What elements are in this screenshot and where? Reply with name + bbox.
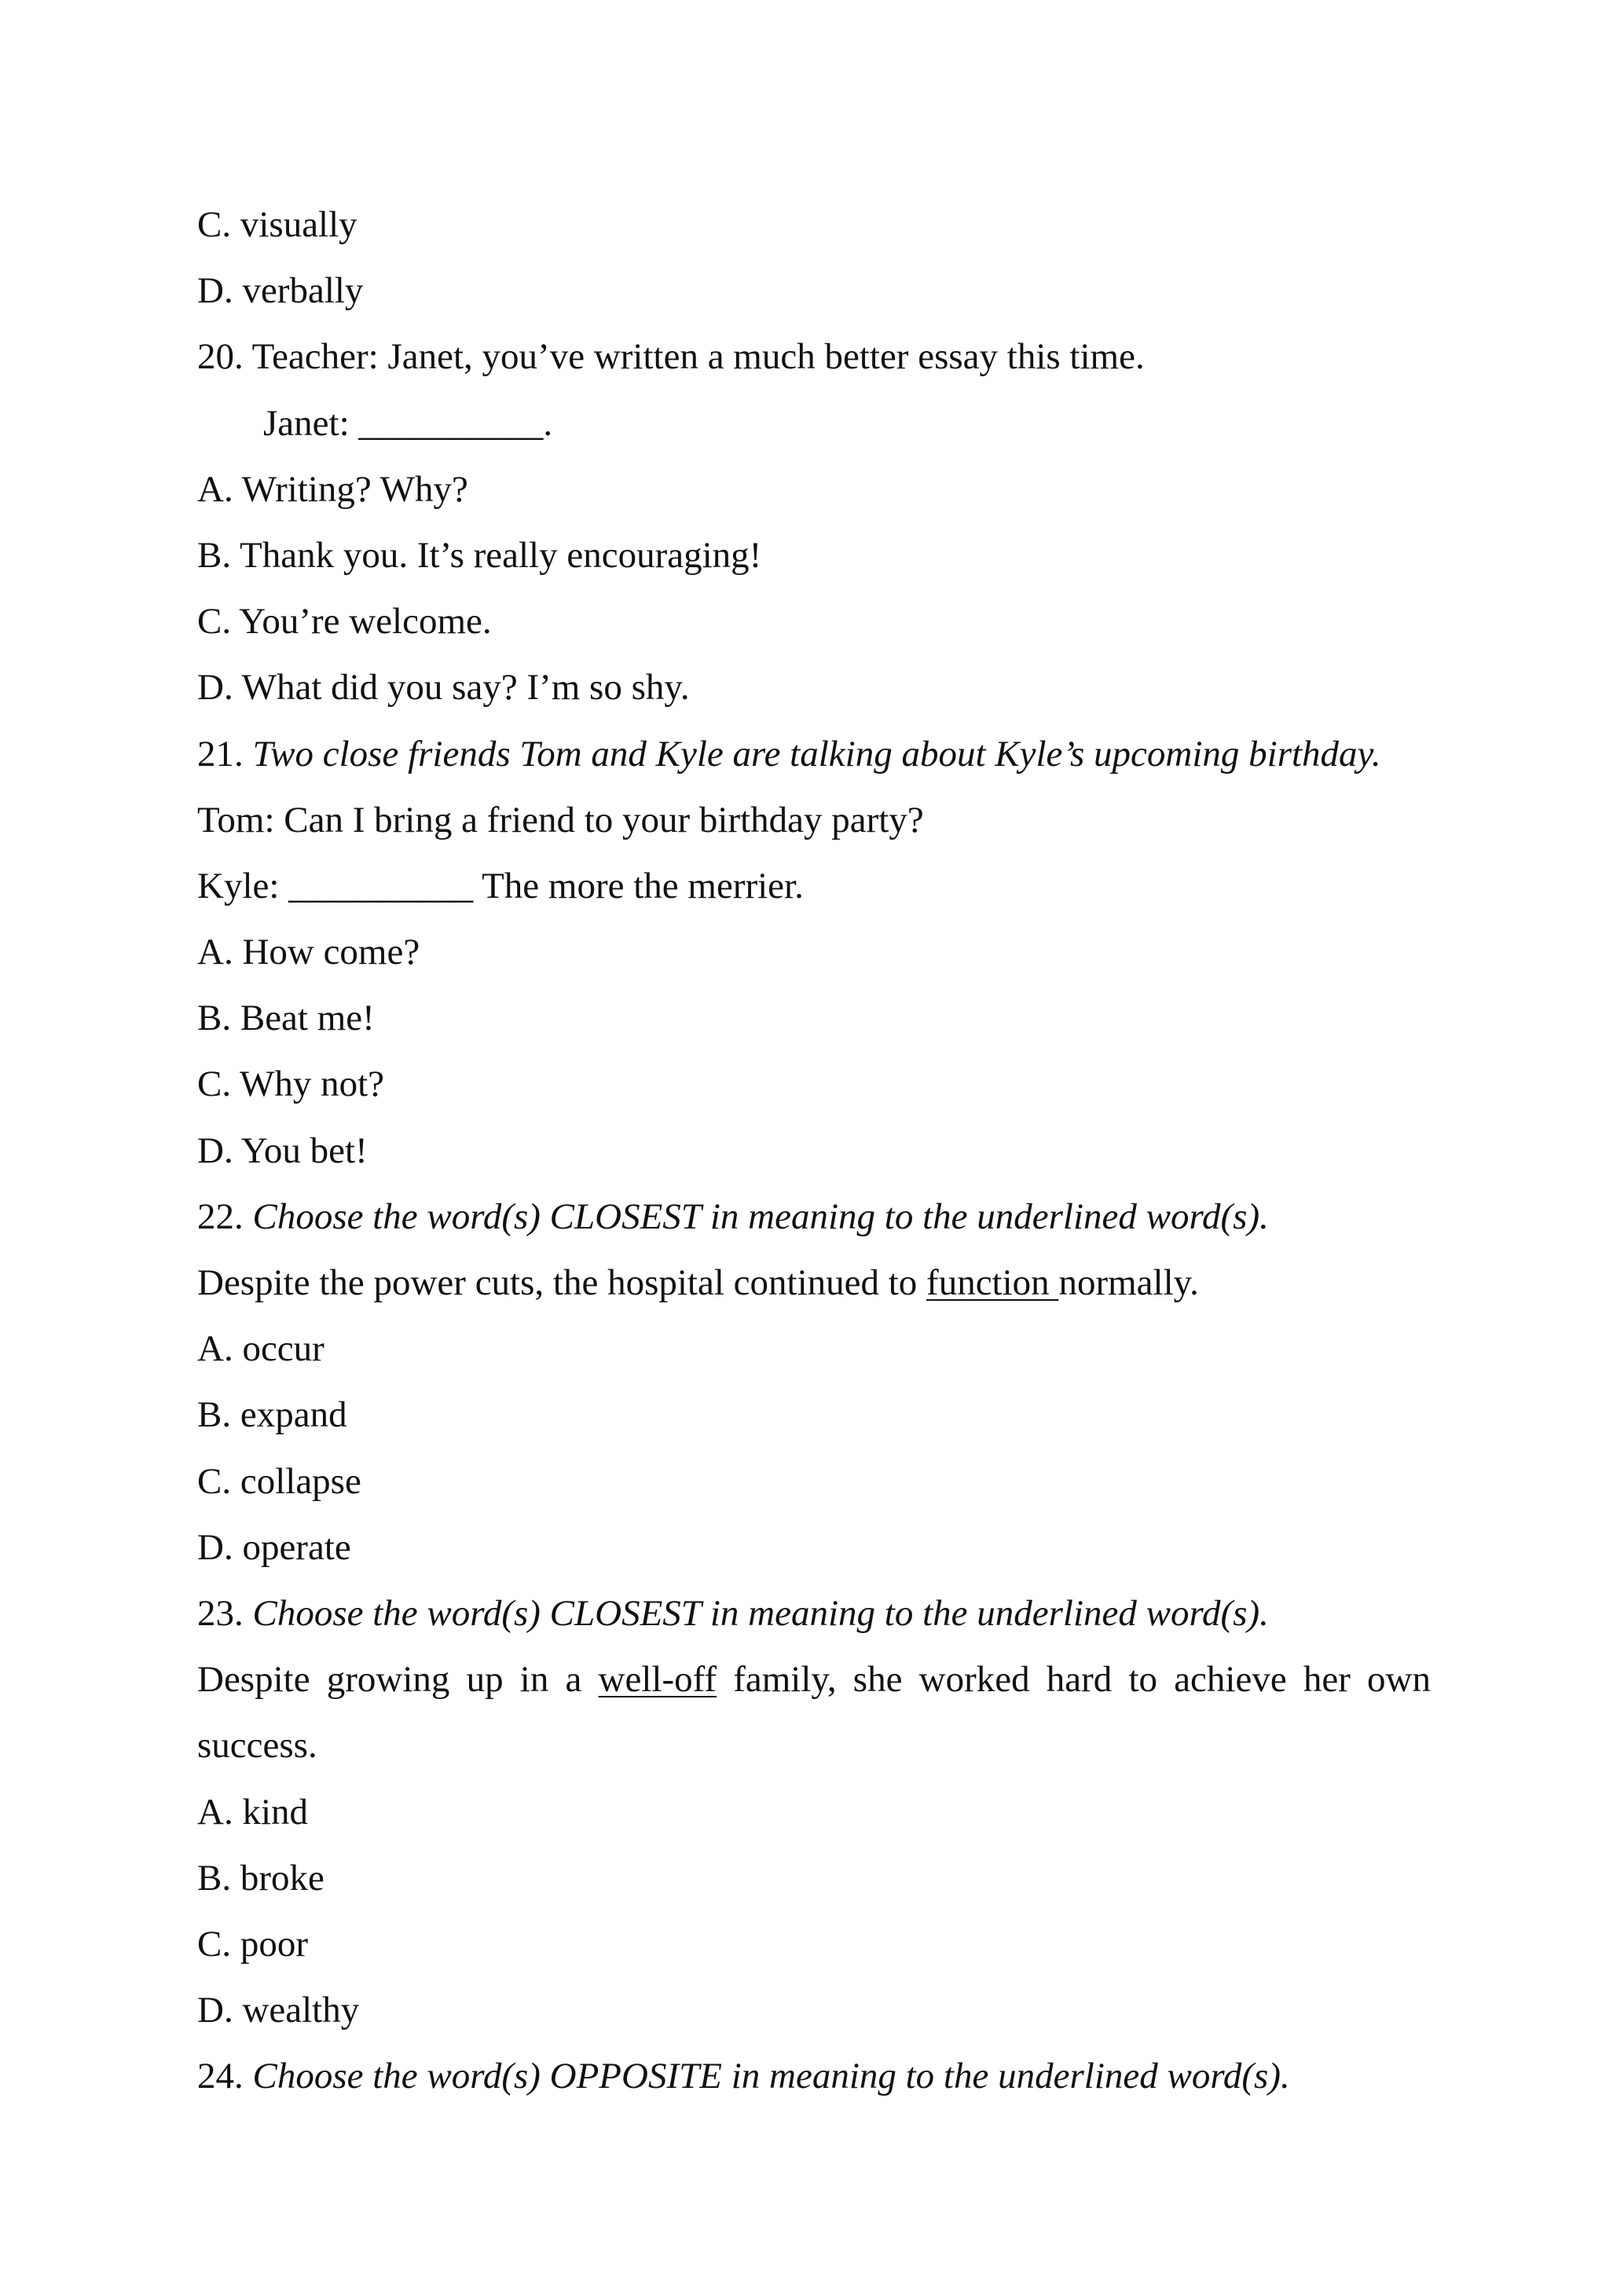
option-q22-a: A. occur [197,1328,324,1370]
question-instruction: Choose the word(s) CLOSEST in meaning to the underlined word(s). [252,1592,1269,1634]
question-20-response: Janet: __________. [263,402,553,444]
option-q22-b: B. expand [197,1394,347,1436]
question-instruction: Two close friends Tom and Kyle are talking about Kyle’s upcoming birthday. [252,733,1381,774]
option-q20-a: A. Writing? Why? [197,468,468,510]
question-23-sentence [197,1646,1431,1712]
sentence-text: family, she worked hard to achieve her own [717,1659,1432,1701]
question-21-kyle-line: Kyle: __________ The more the merrier. [197,865,804,906]
sentence-text: normally. [1058,1262,1199,1303]
option-q22-d: D. operate [197,1526,351,1568]
question-instruction: Choose the word(s) OPPOSITE in meaning to the underlined word(s). [252,2056,1290,2097]
sentence-text: Despite growing up in a [197,1659,599,1701]
underlined-word: well-off [598,1659,717,1701]
question-number: 23. [197,1592,253,1634]
question-20-prompt: 20. Teacher: Janet, you’ve written a much better essay this time. [197,336,1145,378]
option-q19-d: D. verbally [197,270,364,312]
option-q23-b: B. broke [197,1857,324,1899]
question-number: 22. [197,1196,253,1237]
option-q22-c: C. collapse [197,1460,361,1502]
question-22-header [197,1184,1431,1250]
question-24-header [197,2043,1431,2109]
sentence-text: Despite the power cuts, the hospital continued to [197,1262,927,1303]
underlined-word: function [926,1262,1059,1303]
option-q21-a: A. How come? [197,932,420,973]
option-q20-b: B. Thank you. It’s really encouraging! [197,534,762,576]
option-q21-c: C. Why not? [197,1064,385,1105]
question-21-header [197,721,1431,787]
question-23-sentence-cont: success. [197,1725,317,1767]
option-q19-c: C. visually [197,204,357,245]
question-23-header [197,1580,1431,1646]
option-q20-c: C. You’re welcome. [197,601,492,643]
question-22-sentence [197,1250,1431,1316]
option-q23-d: D. wealthy [197,1990,360,2031]
option-q23-a: A. kind [197,1791,308,1833]
question-21-tom-line: Tom: Can I bring a friend to your birthday party? [197,799,924,840]
option-q23-c: C. poor [197,1923,308,1965]
option-q21-b: B. Beat me! [197,998,375,1039]
question-content [197,192,1431,2109]
question-number: 24. [197,2056,253,2097]
option-q21-d: D. You bet! [197,1130,368,1171]
question-number: 21. [197,733,253,774]
question-instruction: Choose the word(s) CLOSEST in meaning to the underlined word(s). [252,1196,1269,1237]
option-q20-d: D. What did you say? I’m so shy. [197,667,690,709]
